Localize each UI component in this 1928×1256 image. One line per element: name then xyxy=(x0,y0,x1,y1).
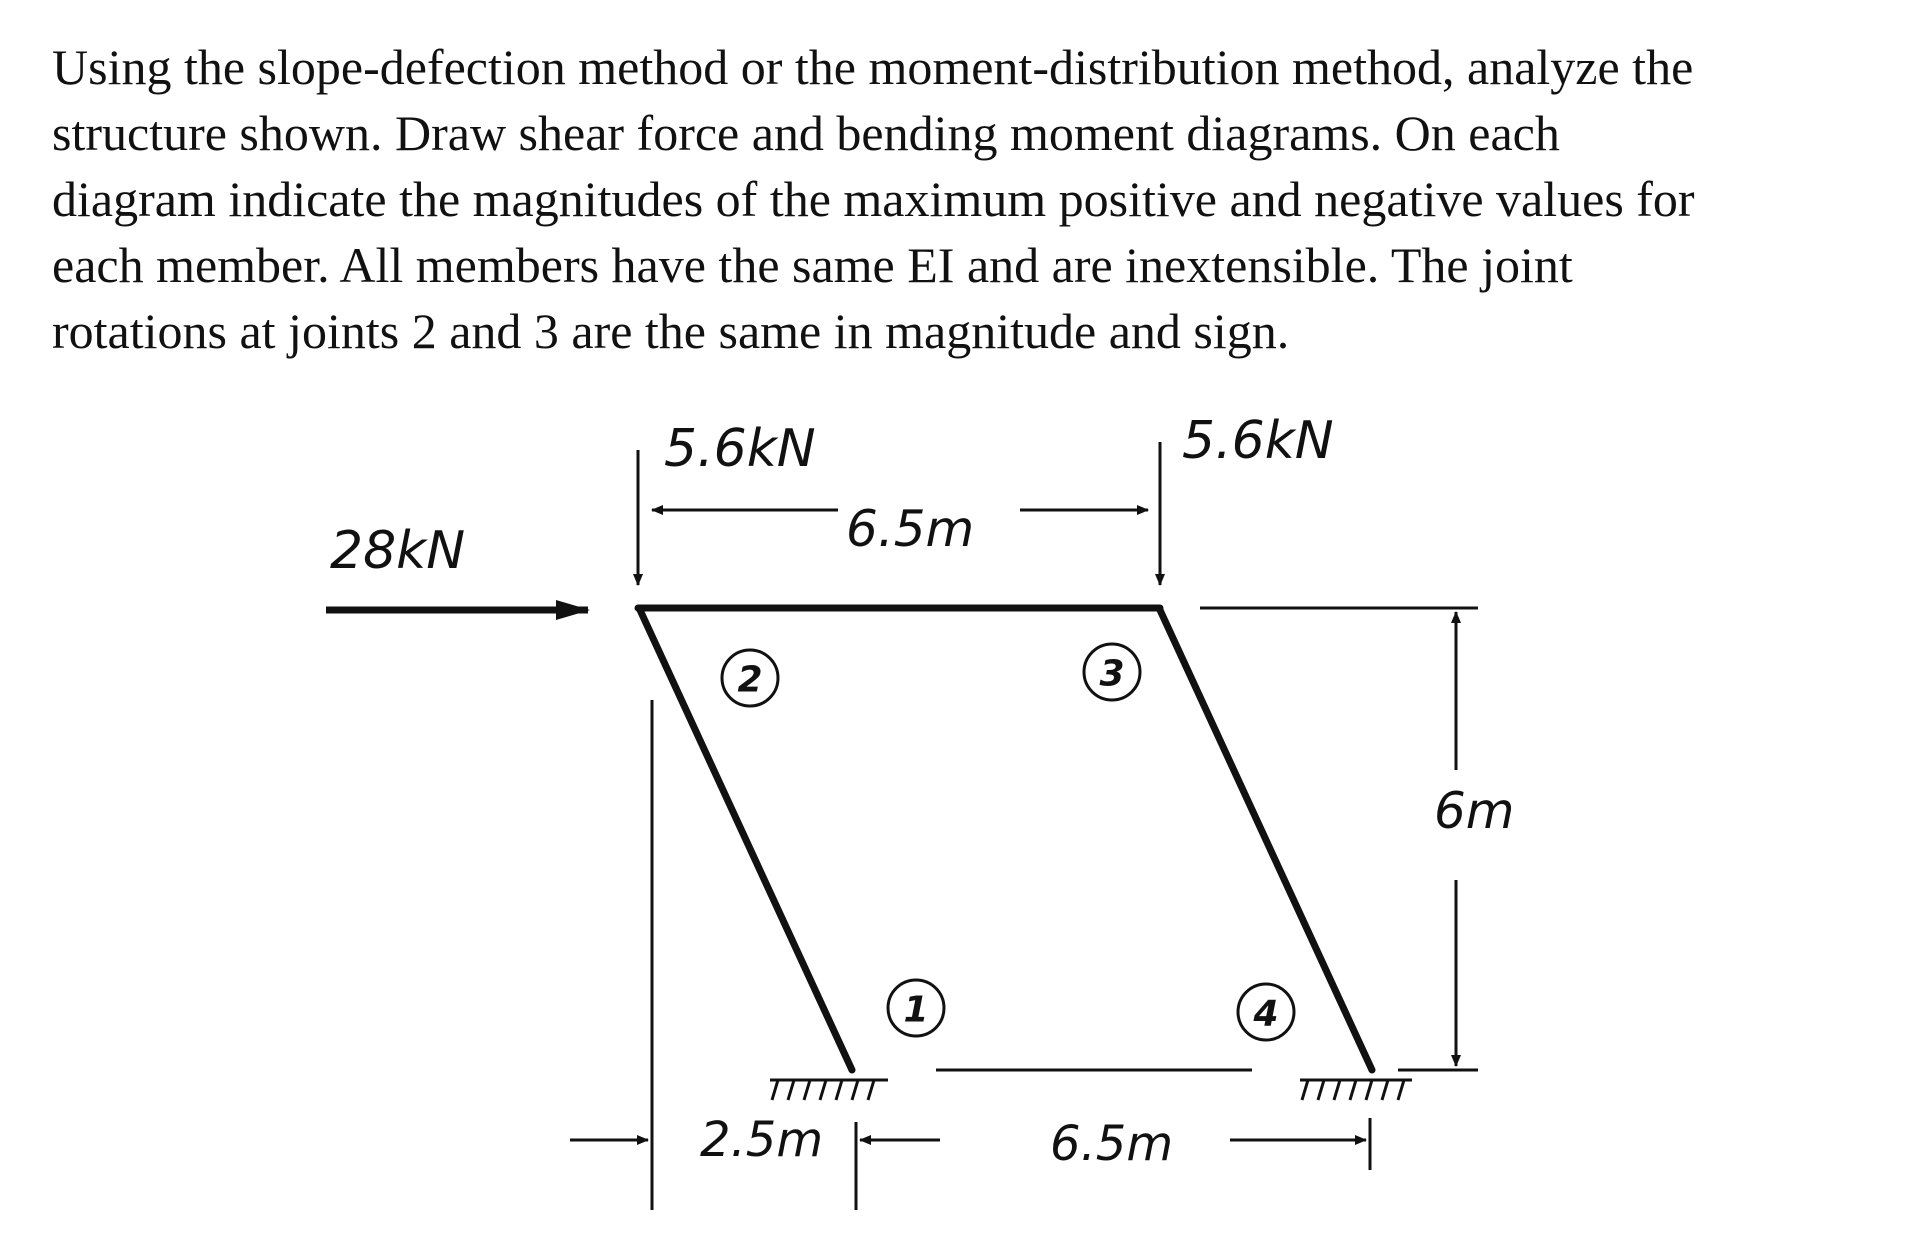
vertical-load-left xyxy=(638,419,816,585)
support-4-fixed xyxy=(1300,1080,1412,1100)
vertical-load-left-label: 5.6kN xyxy=(664,419,816,479)
vertical-load-right xyxy=(1160,411,1334,585)
dimension-bottom xyxy=(570,700,1370,1210)
node-4-label: 4 xyxy=(1253,993,1279,1035)
problem-line-3: diagram indicate the magnitudes of the maximum positive and negative values for xyxy=(52,171,1695,227)
problem-line-4: each member. All members have the same EI and are inextensible. The joint xyxy=(52,237,1573,293)
problem-line-2: structure shown. Draw shear force and bending moment diagrams. On each xyxy=(52,105,1560,161)
node-1 xyxy=(888,980,944,1036)
node-4 xyxy=(1238,984,1294,1040)
dimension-bottom-span-label: 6.5m xyxy=(1050,1116,1174,1172)
horizontal-load xyxy=(326,521,588,610)
dimension-height-label: 6m xyxy=(1434,782,1515,840)
node-3 xyxy=(1084,644,1140,700)
problem-line-5: rotations at joints 2 and 3 are the same in magnitude and sign. xyxy=(52,303,1290,359)
horizontal-load-label: 28kN xyxy=(330,521,466,581)
node-2 xyxy=(722,650,778,706)
node-1-label: 1 xyxy=(903,989,929,1031)
node-3-label: 3 xyxy=(1099,653,1125,695)
vertical-load-right-label: 5.6kN xyxy=(1182,411,1334,471)
problem-line-1: Using the slope-defection method or the moment-distribution method, analyze the xyxy=(52,39,1694,95)
node-2-label: 2 xyxy=(737,659,763,701)
dimension-bottom-offset-label: 2.5m xyxy=(700,1112,824,1168)
dimension-top-span-label: 6.5m xyxy=(846,500,975,558)
support-1-fixed xyxy=(770,1080,888,1100)
